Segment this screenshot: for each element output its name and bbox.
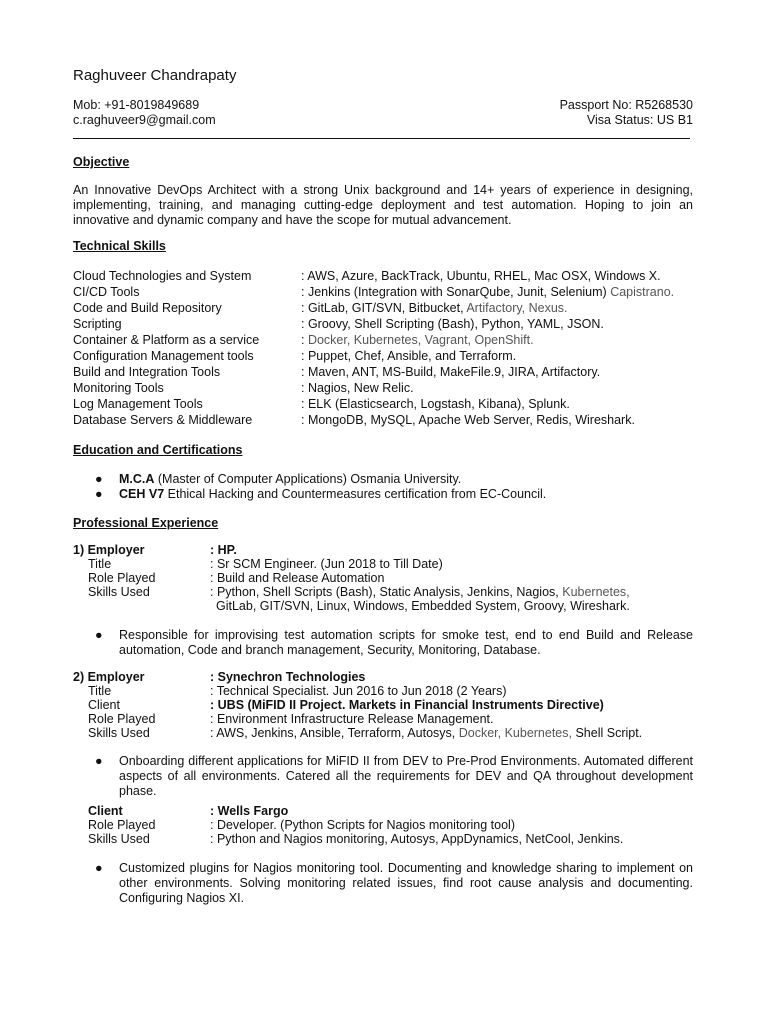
skill-value: : ELK (Elasticsearch, Logstash, Kibana), Splunk. [301, 397, 570, 411]
list-item: ● Responsible for improvising test automation scripts for smoke test, end to end Build and Release automation, Code and branch management, Security, Monitoring, Database. [95, 628, 693, 657]
skill-row [73, 381, 693, 397]
client2-skills: Skills Used : Python and Nagios monitoring, Autosys, AppDynamics, NetCool, Jenkins. [88, 832, 624, 846]
skill-row [73, 397, 693, 413]
list-item: ● CEH V7 Ethical Hacking and Countermeasures certification from EC-Council. [95, 487, 547, 501]
job2-client: Client : UBS (MiFID II Project. Markets in Financial Instruments Directive) [88, 698, 604, 712]
client2-client: Client : Wells Fargo [88, 804, 289, 818]
job2-role: Role Played : Environment Infrastructure Release Management. [88, 712, 494, 726]
skill-name: Build and Integration Tools [73, 365, 221, 379]
skill-name: Log Management Tools [73, 397, 203, 411]
job2-employer: 2) Employer : Synechron Technologies [73, 670, 366, 684]
skill-name: Configuration Management tools [73, 349, 254, 363]
skill-name: Cloud Technologies and System [73, 269, 252, 283]
client2-role: Role Played : Developer. (Python Scripts for Nagios monitoring tool) [88, 818, 515, 832]
skill-name: Container & Platform as a service [73, 333, 260, 347]
email-address: c.raghuveer9@gmail.com [73, 113, 216, 127]
skill-value: : Puppet, Chef, Ansible, and Terraform. [301, 349, 517, 363]
skill-name: Scripting [73, 317, 122, 331]
job1-skills: Skills Used : Python, Shell Scripts (Bash), Static Analysis, Jenkins, Nagios, Kubernetes, [88, 585, 630, 599]
list-item: ● M.C.A (Master of Computer Applications) Osmania University. [95, 472, 462, 486]
bullet-icon: ● [95, 487, 103, 501]
candidate-name: Raghuveer Chandrapaty [73, 67, 237, 84]
skill-name: Monitoring Tools [73, 381, 164, 395]
job1-employer: 1) Employer : HP. [73, 543, 237, 557]
skill-value: : MongoDB, MySQL, Apache Web Server, Redis, Wireshark. [301, 413, 635, 427]
skill-name: Code and Build Repository [73, 301, 222, 315]
job1-role: Role Played : Build and Release Automation [88, 571, 385, 585]
education-list [95, 472, 693, 502]
contact-right [500, 98, 693, 128]
skill-row [73, 413, 693, 429]
bullet-icon: ● [95, 754, 103, 768]
client2-bullets [95, 861, 693, 906]
skill-row [73, 365, 693, 381]
skill-row [73, 317, 693, 333]
objective-text: An Innovative DevOps Architect with a strong Unix background and 14+ years of experience in designing, implementing, training, and managing cutting-edge deployment and test automation. Hoping to join an innovative and dynamic company and have the scope for mutual advancement. [73, 183, 693, 227]
skill-row [73, 349, 693, 365]
skill-row [73, 301, 693, 317]
skill-value: : Groovy, Shell Scripting (Bash), Python, YAML, JSON. [301, 317, 604, 331]
skills-heading: Technical Skills [73, 239, 166, 253]
skill-row [73, 285, 693, 301]
skill-value: : Jenkins (Integration with SonarQube, Junit, Selenium) Capistrano. [301, 285, 675, 299]
passport-number: Passport No: R5268530 [559, 98, 693, 112]
skill-name: Database Servers & Middleware [73, 413, 253, 427]
bullet-icon: ● [95, 861, 103, 875]
list-item: ● Onboarding different applications for MiFID II from DEV to Pre-Prod Environments. Automated different aspects of all environments. Catered all the requirements for DEV and QA throughout development phase. [95, 754, 693, 798]
experience-heading: Professional Experience [73, 516, 219, 530]
job1-bullets [95, 628, 693, 658]
mobile-number: Mob: +91-8019849689 [73, 98, 200, 112]
job1-title: Title : Sr SCM Engineer. (Jun 2018 to Till Date) [88, 557, 443, 571]
job1-skills-cont: GitLab, GIT/SVN, Linux, Windows, Embedded System, Groovy, Wireshark. [216, 599, 630, 613]
skill-name: CI/CD Tools [73, 285, 140, 299]
skill-row [73, 269, 693, 285]
skill-value: : GitLab, GIT/SVN, Bitbucket, Artifactory, Nexus. [301, 301, 568, 315]
bullet-icon: ● [95, 628, 103, 642]
job2-title: Title : Technical Specialist. Jun 2016 to Jun 2018 (2 Years) [88, 684, 507, 698]
skill-row [73, 333, 693, 349]
job2-skills: Skills Used : AWS, Jenkins, Ansible, Terraform, Autosys, Docker, Kubernetes, Shell Script. [88, 726, 643, 740]
list-item: ● Customized plugins for Nagios monitoring tool. Documenting and knowledge sharing to implement on other environments. Solving monitoring related issues, find root cause analysis and documenting. Configuring Nagios XI. [95, 861, 693, 905]
header-divider [73, 138, 690, 139]
bullet-icon: ● [95, 472, 103, 486]
skill-value: : AWS, Azure, BackTrack, Ubuntu, RHEL, Mac OSX, Windows X. [301, 269, 661, 283]
visa-status: Visa Status: US B1 [586, 113, 693, 127]
skill-value: : Maven, ANT, MS-Build, MakeFile.9, JIRA, Artifactory. [301, 365, 601, 379]
skill-value: : Docker, Kubernetes, Vagrant, OpenShift. [301, 333, 534, 347]
education-heading: Education and Certifications [73, 443, 243, 457]
job2-bullets [95, 754, 693, 799]
skill-value: : Nagios, New Relic. [301, 381, 414, 395]
contact-left [73, 98, 216, 128]
objective-heading: Objective [73, 155, 130, 169]
